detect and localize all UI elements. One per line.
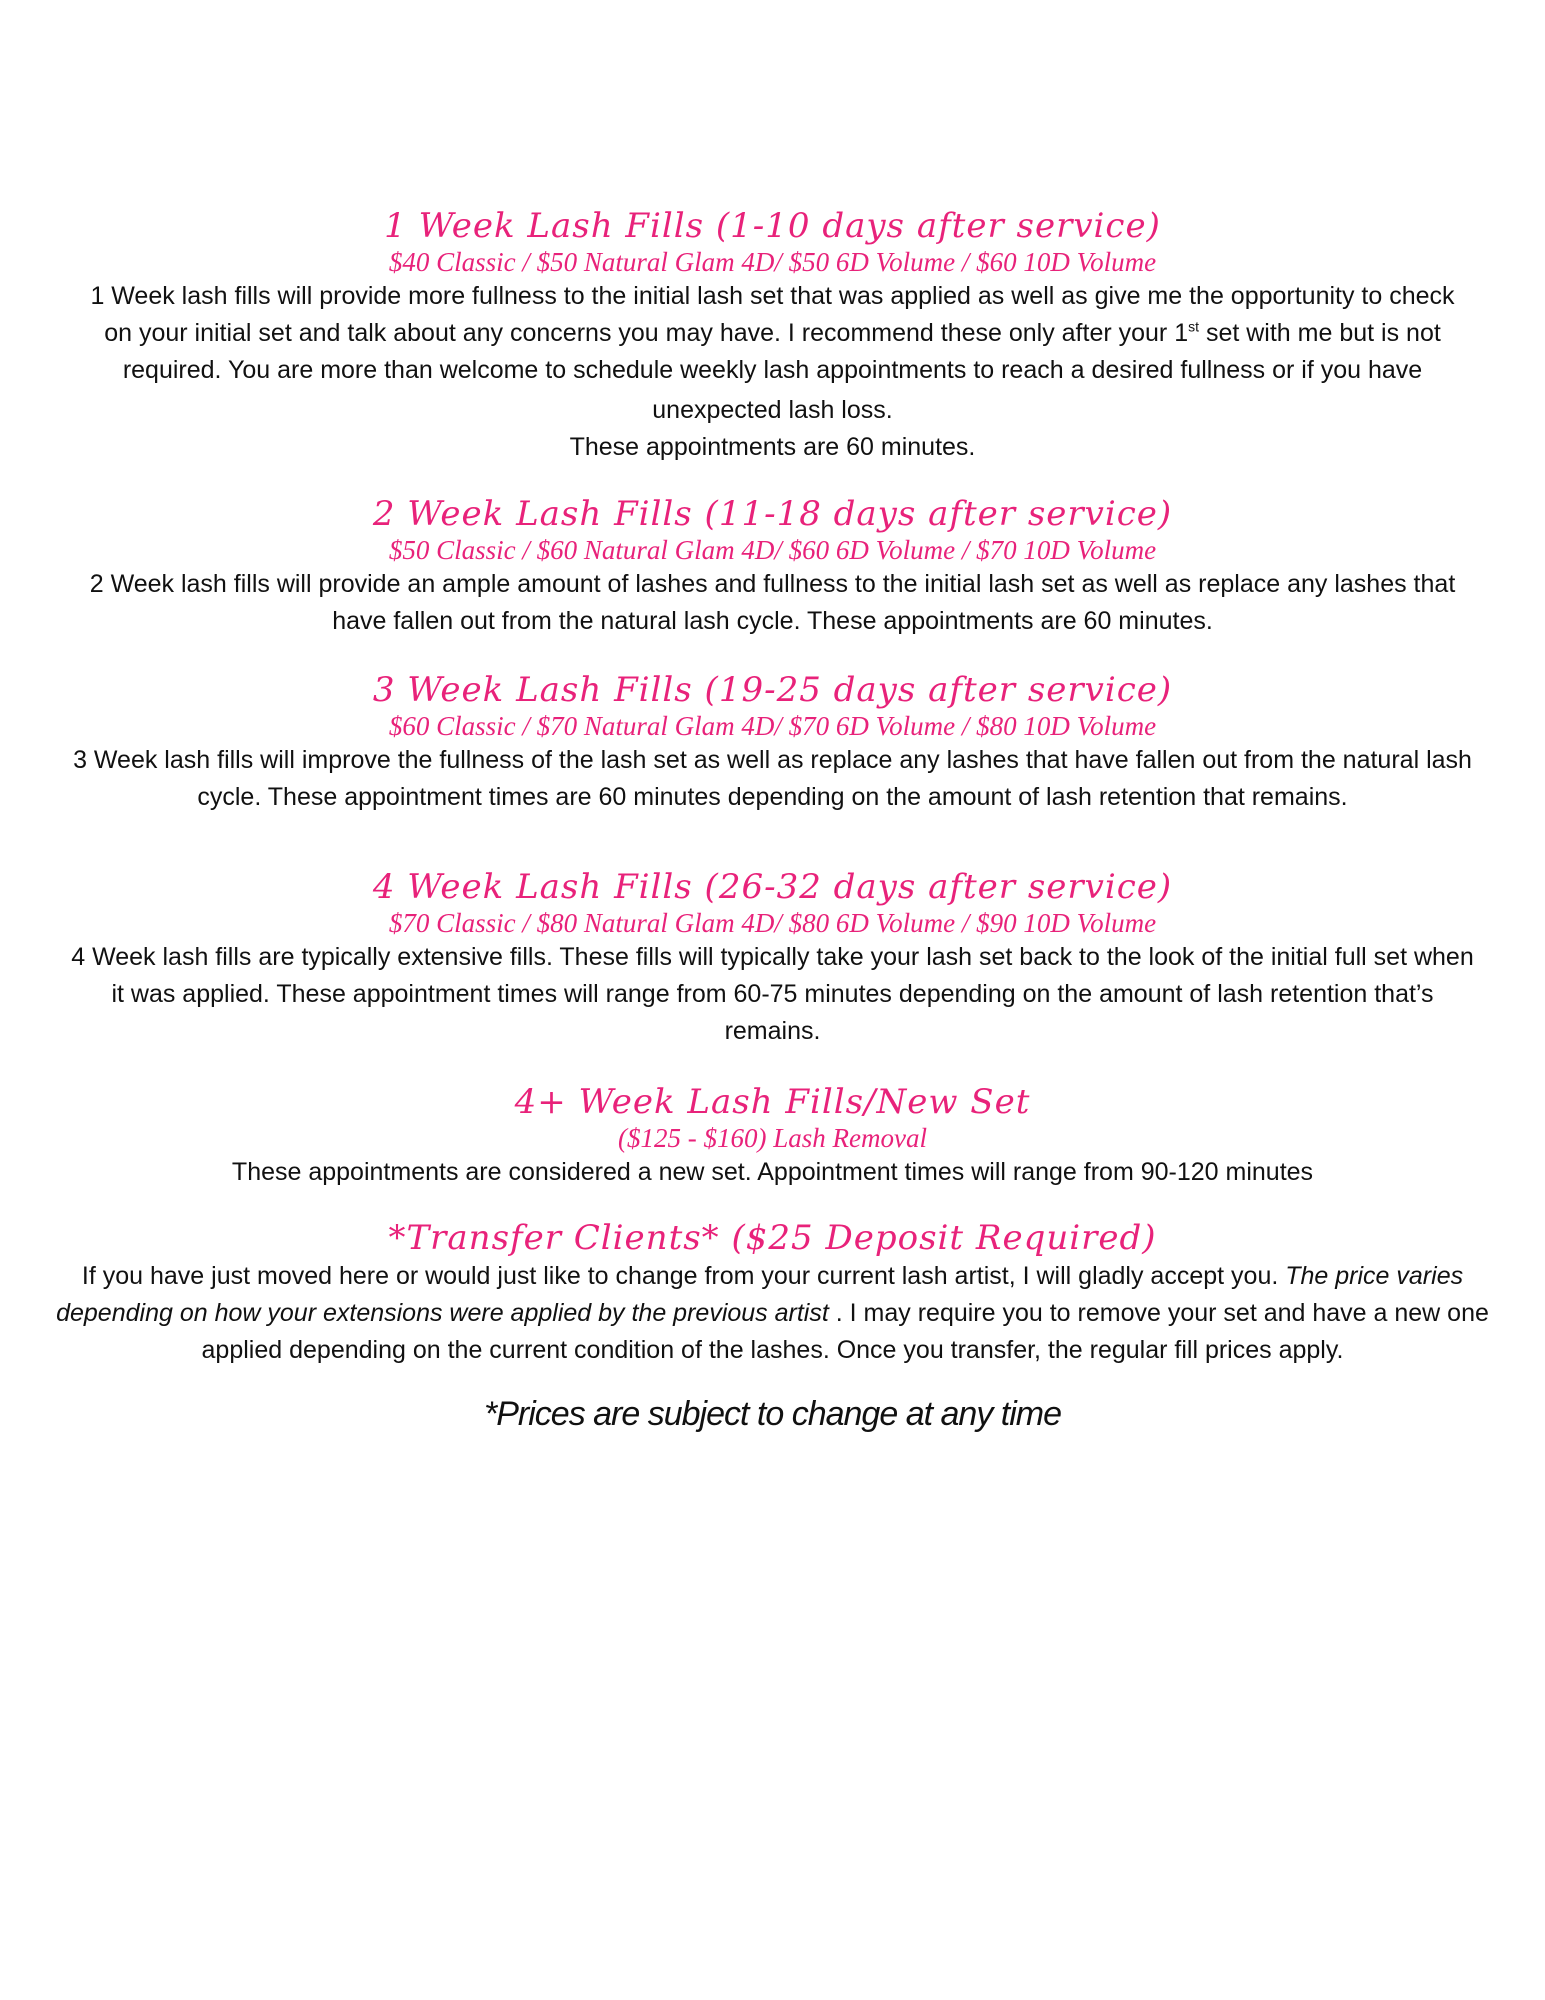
section-3-week-fills: [30, 670, 1515, 816]
section-prices: ($125 - $160) Lash Removal: [618, 1123, 927, 1153]
section-body: [30, 566, 1515, 640]
section-title: 1 Week Lash Fills (1-10 days after service): [384, 206, 1161, 246]
section-title: 4 Week Lash Fills (26-32 days after service): [372, 867, 1173, 907]
section-body: [30, 939, 1515, 1050]
section-body: [30, 278, 1515, 466]
section-prices: $60 Classic / $70 Natural Glam 4D/ $70 6D Volume / $80 10D Volume: [388, 711, 1157, 741]
section-2-week-fills: [30, 494, 1515, 640]
body-line: 2 Week lash fills will provide an ample amount of lashes and fullness to the initial lash set as well as replace any lashes that: [89, 570, 1456, 598]
body-line: 3 Week lash fills will improve the fullness of the lash set as well as replace any lashes that have fallen out from the natural lash: [73, 746, 1472, 774]
body-line: These appointments are considered a new set. Appointment times will range from 90-120 minutes: [231, 1158, 1314, 1186]
section-prices: $40 Classic / $50 Natural Glam 4D/ $50 6D Volume / $60 10D Volume: [388, 247, 1157, 277]
section-title: 3 Week Lash Fills (19-25 days after service): [372, 670, 1173, 710]
body-line: unexpected lash loss.: [652, 396, 893, 424]
body-line: depending on how your extensions were applied by the previous artist . I may require you to remove your set and have a new one: [56, 1299, 1489, 1327]
price-change-footnote: *Prices are subject to change at any time: [484, 1395, 1061, 1433]
body-line: These appointments are 60 minutes.: [569, 433, 976, 461]
section-1-week-fills: [30, 206, 1515, 466]
ordinal-suffix: st: [1188, 318, 1200, 335]
section-4-week-fills: [30, 867, 1515, 1050]
body-line: 1 Week lash fills will provide more fullness to the initial lash set that was applied as well as give me the opportunity to check: [90, 282, 1455, 310]
body-line: 4 Week lash fills are typically extensive fills. These fills will typically take your lash set back to the look of the initial full set when: [71, 943, 1474, 971]
section-title: 4+ Week Lash Fills/New Set: [514, 1082, 1031, 1122]
body-line: remains.: [724, 1017, 821, 1045]
section-title: *Transfer Clients* ($25 Deposit Required): [388, 1218, 1157, 1258]
body-line: have fallen out from the natural lash cycle. These appointments are 60 minutes.: [332, 607, 1213, 635]
section-body: [30, 1258, 1515, 1369]
body-line: required. You are more than welcome to schedule weekly lash appointments to reach a desired fullness or if you have: [122, 356, 1423, 384]
section-transfer-clients: [30, 1218, 1515, 1369]
section-title: 2 Week Lash Fills (11-18 days after service): [372, 494, 1173, 534]
body-line: it was applied. These appointment times will range from 60-75 minutes depending on the amount of lash retention that’s: [111, 980, 1434, 1008]
body-line: on your initial set and talk about any concerns you may have. I recommend these only after your 1st set with me but is not: [104, 318, 1441, 347]
section-body: [30, 742, 1515, 816]
section-prices: $50 Classic / $60 Natural Glam 4D/ $60 6D Volume / $70 10D Volume: [388, 535, 1157, 565]
body-line: cycle. These appointment times are 60 minutes depending on the amount of lash retention that remains.: [197, 783, 1348, 811]
section-prices: $70 Classic / $80 Natural Glam 4D/ $80 6D Volume / $90 10D Volume: [388, 908, 1157, 938]
section-new-set: [30, 1082, 1515, 1191]
body-line: If you have just moved here or would just like to change from your current lash artist, I will gladly accept you. The price varies: [81, 1262, 1464, 1290]
body-line: applied depending on the current condition of the lashes. Once you transfer, the regular fill prices apply.: [201, 1336, 1344, 1364]
section-body: [30, 1154, 1515, 1191]
